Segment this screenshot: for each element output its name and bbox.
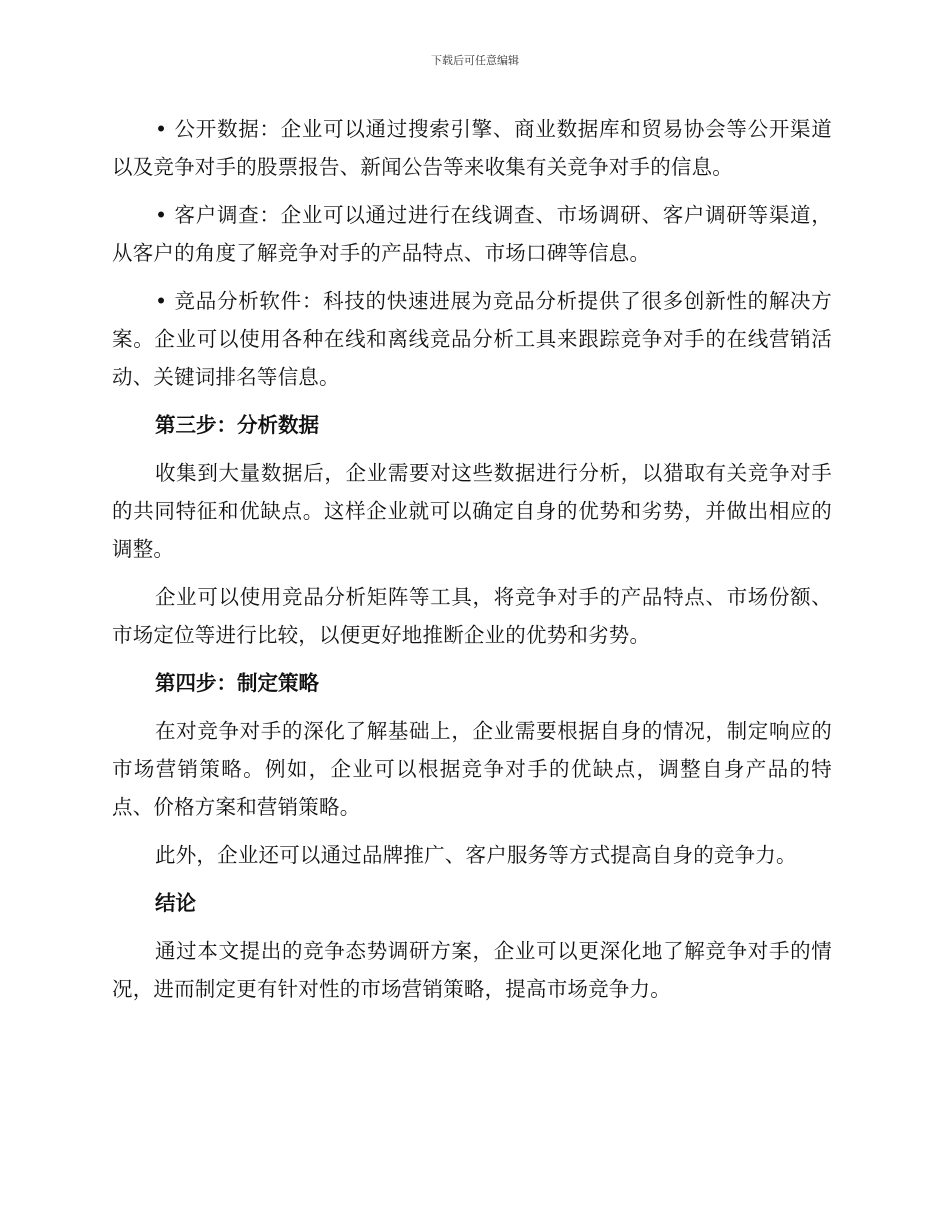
document-body bbox=[112, 110, 832, 1018]
paragraph-customer-survey: • 客户调查：企业可以通过进行在线调查、市场调研、客户调研等渠道，从客户的角度了解竞争对手的产品特点、市场口碑等信息。 bbox=[112, 203, 832, 265]
heading-conclusion: 结论 bbox=[155, 891, 196, 915]
page-header: 下载后可任意编辑 bbox=[431, 54, 519, 67]
paragraph-public-data: • 公开数据：企业可以通过搜索引擎、商业数据库和贸易协会等公开渠道以及竞争对手的股票报告、新闻公告等来收集有关竞争对手的信息。 bbox=[112, 117, 832, 179]
paragraph-additional-strategy: 此外，企业还可以通过品牌推广、客户服务等方式提高自身的竞争力。 bbox=[155, 843, 797, 867]
paragraph-analysis-software: • 竞品分析软件：科技的快速进展为竞品分析提供了很多创新性的解决方案。企业可以使用各种在线和离线竞品分析工具来跟踪竞争对手的在线营销活动、关键词排名等信息。 bbox=[112, 289, 832, 389]
paragraph-conclusion: 通过本文提出的竞争态势调研方案，企业可以更深化地了解竞争对手的情况，进而制定更有针对性的市场营销策略，提高市场竞争力。 bbox=[112, 939, 832, 1001]
heading-step-three: 第三步：分析数据 bbox=[155, 413, 319, 437]
paragraph-make-strategy: 在对竞争对手的深化了解基础上，企业需要根据自身的情况，制定响应的市场营销策略。例如，企业可以根据竞争对手的优缺点，调整自身产品的特点、价格方案和营销策略。 bbox=[112, 719, 832, 819]
paragraph-analyze-data: 收集到大量数据后，企业需要对这些数据进行分析，以猎取有关竞争对手的共同特征和优缺点。这样企业就可以确定自身的优势和劣势，并做出相应的调整。 bbox=[112, 461, 832, 561]
heading-step-four: 第四步：制定策略 bbox=[155, 671, 319, 695]
paragraph-analysis-matrix: 企业可以使用竞品分析矩阵等工具，将竞争对手的产品特点、市场份额、市场定位等进行比较，以便更好地推断企业的优势和劣势。 bbox=[112, 585, 832, 647]
